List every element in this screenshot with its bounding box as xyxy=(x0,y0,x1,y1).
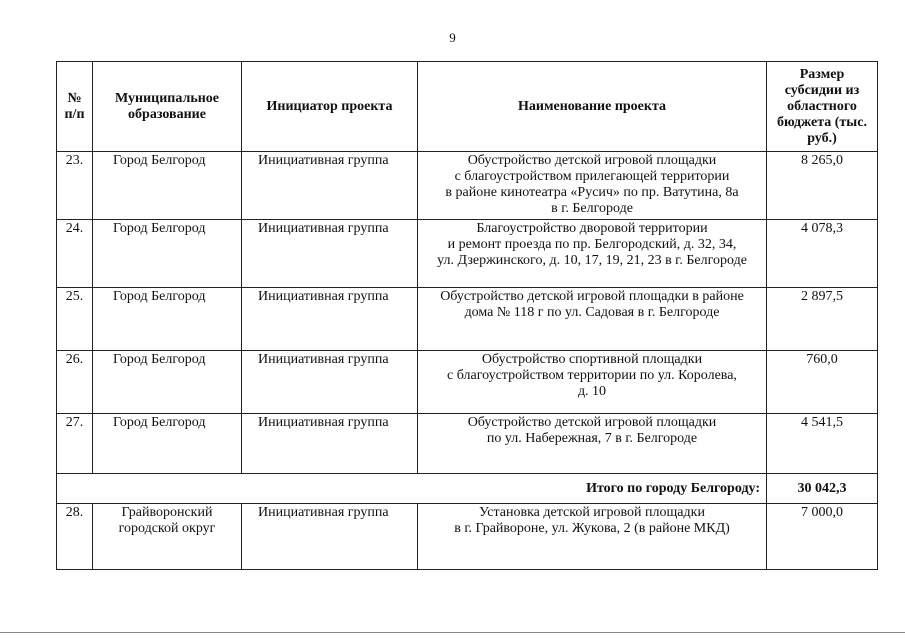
table-row xyxy=(57,220,878,288)
project-line: Обустройство детской игровой площадки xyxy=(467,153,717,168)
row-num: 28. xyxy=(57,504,93,570)
project-line: дома № 118 г по ул. Садовая в г. Белгороде xyxy=(464,305,720,320)
project-line: Обустройство спортивной площадки xyxy=(481,352,703,367)
total-row xyxy=(57,474,878,504)
row-initiator: Инициативная группа xyxy=(242,220,418,288)
table-row xyxy=(57,351,878,414)
row-amount: 7 000,0 xyxy=(767,504,878,570)
row-municipality: Город Белгород xyxy=(93,414,242,474)
header-project-name: Наименование проекта xyxy=(418,62,767,152)
row-municipality: Город Белгород xyxy=(93,152,242,220)
row-amount: 2 897,5 xyxy=(767,288,878,351)
project-line: Обустройство детской игровой площадки xyxy=(467,415,717,430)
project-line: Благоустройство дворовой территории xyxy=(476,221,708,236)
row-municipality: Город Белгород xyxy=(93,220,242,288)
project-line: ул. Дзержинского, д. 10, 17, 19, 21, 23 в г. Белгороде xyxy=(437,253,747,268)
row-municipality: Город Белгород xyxy=(93,288,242,351)
project-line: в районе кинотеатра «Русич» по пр. Ватутина, 8а xyxy=(445,185,739,200)
row-municipality: Город Белгород xyxy=(93,351,242,414)
project-line: с благоустройством территории по ул. Королева, xyxy=(447,368,737,383)
row-num: 26. xyxy=(57,351,93,414)
header-municipality: Муниципальное образование xyxy=(93,62,242,152)
header-initiator: Инициатор проекта xyxy=(242,62,418,152)
row-amount: 8 265,0 xyxy=(767,152,878,220)
row-project-name xyxy=(418,351,767,414)
row-num: 27. xyxy=(57,414,93,474)
row-num: 24. xyxy=(57,220,93,288)
total-label: Итого по городу Белгороду: xyxy=(57,474,767,504)
header-num: № п/п xyxy=(57,62,93,152)
row-initiator: Инициативная группа xyxy=(242,351,418,414)
total-amount: 30 042,3 xyxy=(767,474,878,504)
row-initiator: Инициативная группа xyxy=(242,152,418,220)
project-line: д. 10 xyxy=(577,384,607,399)
row-project-name xyxy=(418,504,767,570)
project-line: с благоустройством прилегающей территории xyxy=(454,169,730,184)
row-amount: 760,0 xyxy=(767,351,878,414)
project-line: Обустройство детской игровой площадки в районе xyxy=(440,289,744,304)
project-line: в г. Грайвороне, ул. Жукова, 2 (в районе МКД) xyxy=(454,521,730,536)
project-line: по ул. Набережная, 7 в г. Белгороде xyxy=(486,431,698,446)
row-project-name xyxy=(418,288,767,351)
project-line: в г. Белгороде xyxy=(551,201,633,216)
row-amount: 4 078,3 xyxy=(767,220,878,288)
subsidy-table xyxy=(56,61,878,570)
row-project-name xyxy=(418,152,767,220)
row-amount: 4 541,5 xyxy=(767,414,878,474)
page-edge-line xyxy=(0,632,905,633)
table-row xyxy=(57,152,878,220)
row-num: 23. xyxy=(57,152,93,220)
row-initiator: Инициативная группа xyxy=(242,288,418,351)
table-row xyxy=(57,414,878,474)
header-row xyxy=(57,62,878,152)
municipality-line: городской округ xyxy=(118,521,216,536)
row-num: 25. xyxy=(57,288,93,351)
row-project-name xyxy=(418,414,767,474)
row-project-name xyxy=(418,220,767,288)
row-municipality xyxy=(93,504,242,570)
project-line: Установка детской игровой площадки xyxy=(479,505,705,520)
table-row xyxy=(57,504,878,570)
table-row xyxy=(57,288,878,351)
row-initiator: Инициативная группа xyxy=(242,504,418,570)
row-initiator: Инициативная группа xyxy=(242,414,418,474)
page-number: 9 xyxy=(449,30,456,45)
project-line: и ремонт проезда по пр. Белгородский, д. 32, 34, xyxy=(447,237,737,252)
municipality-line: Грайворонский xyxy=(121,505,213,520)
header-subsidy: Размер субсидии из областного бюджета (тыс. руб.) xyxy=(767,62,878,152)
